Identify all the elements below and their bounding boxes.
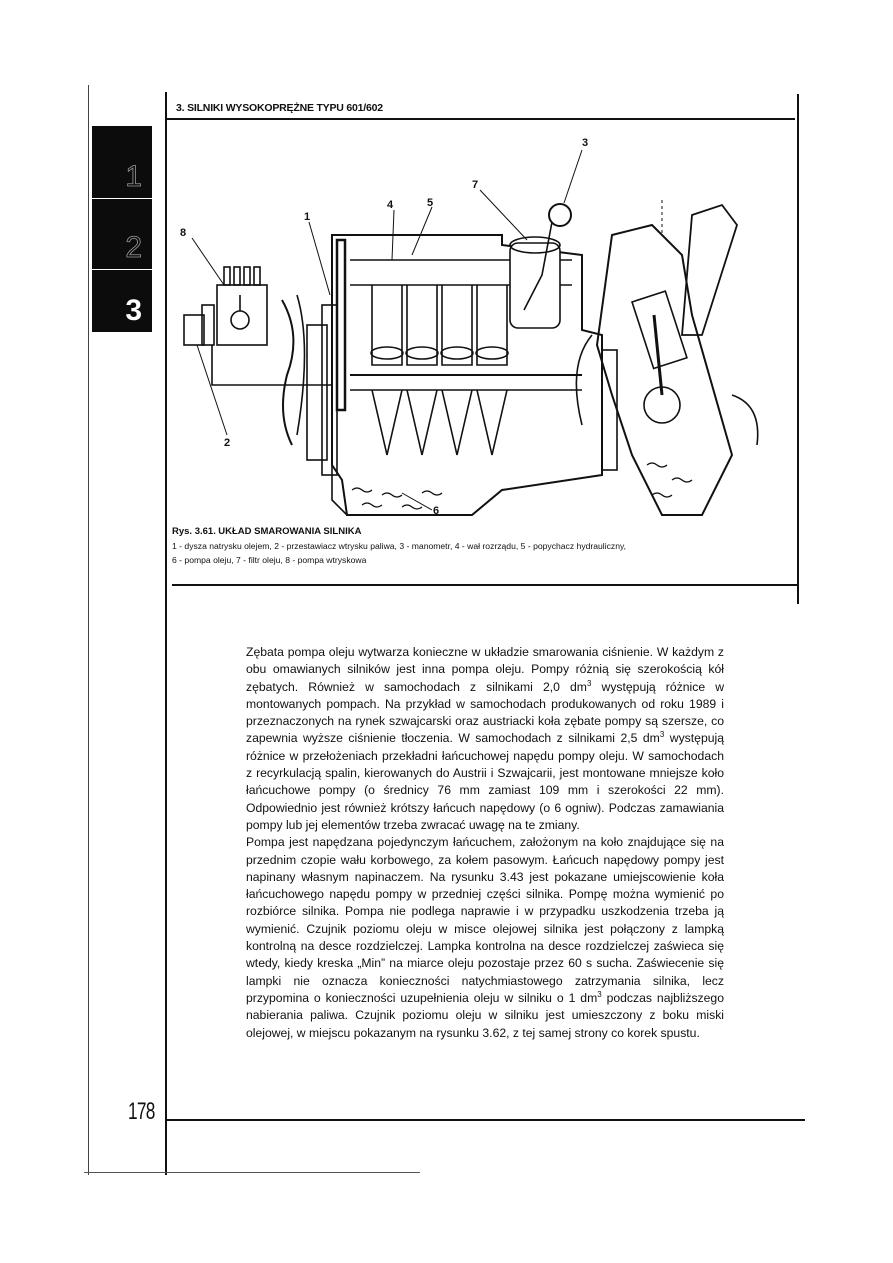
caption-title-line	[172, 524, 792, 539]
chapter-tab-label: 1	[125, 160, 142, 193]
engine-diagram-illustration	[172, 135, 772, 520]
inner-margin-rule	[165, 92, 167, 1175]
figure-id: Rys. 3.61.	[172, 526, 216, 537]
chapter-tab-2[interactable]	[92, 199, 152, 269]
caption-legend-line-1: 1 - dysza natrysku olejem, 2 - przestawiacz wtrysku paliwa, 3 - manometr, 4 - wał rozrządu, 5 - popychacz hydrauliczny,	[172, 541, 627, 551]
running-head: 3. SILNIKI WYSOKOPRĘŻNE TYPU 601/602	[176, 102, 383, 114]
paragraph-1-text-b: występują różnice w montowanych pompach. Na przykład w samochodach produkowanych od roku 1989 i przeznaczonych na rynek szwajcarski oraz austriacki koła zębate pompy są szersze, co zapewnia wyższe ciśnienie tłoczenia. W samochodach z silnikami 2,5 dm	[246, 679, 724, 746]
footer-rule	[165, 1119, 805, 1121]
engine-lubrication-figure	[172, 135, 772, 520]
engine-cross-section	[576, 200, 757, 515]
page-number: 178	[128, 1098, 155, 1125]
callout-3: 3	[582, 137, 589, 149]
callout-1: 1	[304, 211, 311, 223]
chapter-tab-label: 3	[125, 294, 142, 327]
header-rule	[165, 118, 795, 120]
caption-rule	[172, 584, 797, 586]
paragraph-1-text-a: Zębata pompa oleju wytwarza konieczne w układzie smarowania ciśnienie. W każdym z obu omawianych silników jest inna pompa oleju. Pompy różnią się szerokością kół zębatych. Również w samochodach z silnikami 2,0 dm	[246, 645, 724, 694]
body-text	[246, 644, 724, 1042]
chapter-tab-label: 2	[125, 231, 142, 264]
paragraph-1	[246, 644, 724, 834]
figure-title: UKŁAD SMAROWANIA SILNIKA	[218, 526, 362, 537]
injection-pump-drawing	[184, 267, 267, 345]
figure-right-rule	[797, 94, 799, 604]
chapter-tab-3[interactable]	[92, 270, 152, 332]
callout-4: 4	[387, 199, 394, 211]
paragraph-1-text-c: występują różnice w przełożeniach przekładni łańcuchowej napędu pompy oleju. W samochodach z recyrkulacją spalin, kierowanych do Austrii i Szwajcarii, jest montowane mniejsze koło łańcuchowe pompy (o średnicy 76 mm zamiast 109 mm i szerokości 22 mm). Odpowiednio jest również krótszy łańcuch napędowy (o 6 ogniw). Podczas zamawiania pompy lub jej elementów trzeba zwracać uwagę na te zmiany.	[246, 731, 724, 832]
callout-5: 5	[427, 197, 434, 209]
left-margin-rule	[88, 85, 89, 1175]
bottom-rule	[84, 1172, 420, 1173]
caption-legend-line-2: 6 - pompa oleju, 7 - filtr oleju, 8 - pompa wtryskowa	[172, 555, 367, 565]
paragraph-2-text-a: Pompa jest napędzana pojedynczym łańcuchem, założonym na koło znajdujące się na przednim czopie wału korbowego, za kołem pasowym. Łańcuch napędowy pompy jest napinany własnym napinaczem. Na rysunku 3.43 jest pokazane umiejscowienie koła łańcuchowego napędu pompy w przedniej części silnika. Pompę można wymienić po rozbiórce silnika. Pompa nie podlega naprawie i w przypadku uszkodzenia trzeba ją wymienić. Czujnik poziomu oleju w misce olejowej silnika jest połączony z lampką kontrolną na desce rozdzielczej. Lampka kontrolna na desce rozdzielczej zaświeca się wtedy, kiedy kreska „Min” na miarce oleju pozostaje przez 60 s sucha. Zaświecenie się lampki nie oznacza konieczności natychmiastowego zatrzymania silnika, lecz przypomina o konieczności uzupełnienia oleju w silniku o 1 dm	[246, 835, 724, 1005]
figure-caption	[172, 524, 792, 567]
callout-7: 7	[472, 179, 479, 191]
callout-8: 8	[180, 227, 187, 239]
superscript: 3	[659, 730, 665, 740]
pistons	[371, 285, 508, 365]
chapter-tab-1[interactable]	[92, 126, 152, 198]
callout-6: 6	[433, 505, 440, 517]
callout-2: 2	[224, 437, 231, 449]
superscript: 3	[597, 989, 602, 999]
paragraph-2	[246, 834, 724, 1042]
superscript: 3	[586, 678, 592, 688]
paragraph-2-text-b: podczas najbliższego nabierania paliwa. Czujnik poziomu oleju w silniku jest umieszczony z boku miski olejowej, w miejscu pokazanym na rysunku 3.62, z tej samej strony co korek spustu.	[246, 990, 724, 1040]
